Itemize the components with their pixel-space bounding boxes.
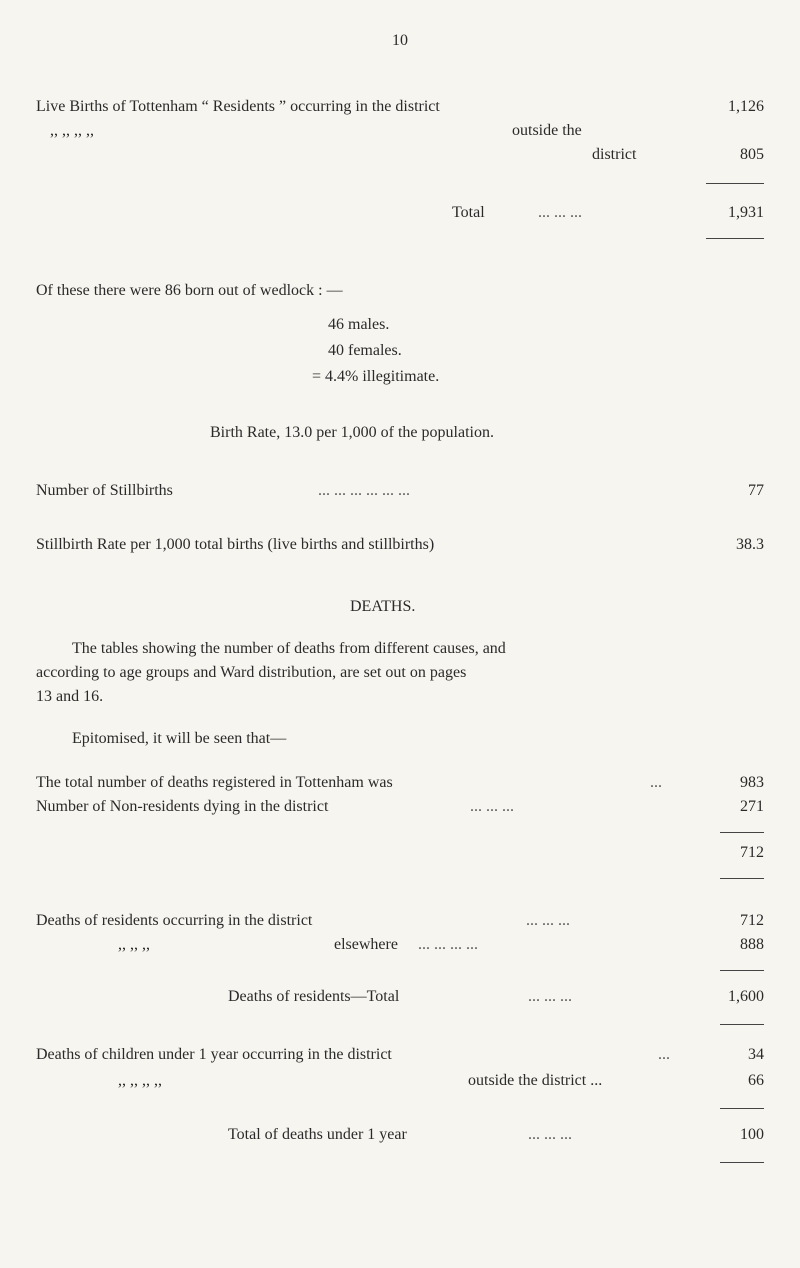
ditto-marks: ,, ,, ,, ,, bbox=[50, 122, 94, 139]
illegitimate-percentage: = 4.4% illegitimate. bbox=[312, 368, 440, 385]
total-rule bbox=[706, 238, 764, 239]
subtotal-rule bbox=[706, 183, 764, 184]
dot-leader: ... ... ... bbox=[470, 798, 514, 815]
subtotal-rule bbox=[720, 970, 764, 971]
dot-leader: ... ... ... bbox=[526, 912, 570, 929]
total-rule bbox=[720, 878, 764, 879]
resident-deaths-in-district-value: 712 bbox=[740, 912, 764, 929]
live-births-in-district-value: 1,126 bbox=[728, 98, 764, 115]
infant-deaths-total-value: 100 bbox=[740, 1126, 764, 1143]
dot-leader: ... bbox=[658, 1046, 670, 1063]
non-resident-deaths-value: 271 bbox=[740, 798, 764, 815]
dot-leader: ... ... ... ... ... ... bbox=[318, 482, 410, 499]
live-births-in-district-label: Live Births of Tottenham “ Residents ” occurring in the district bbox=[36, 98, 440, 115]
born-out-of-wedlock-intro: Of these there were 86 born out of wedlock : — bbox=[36, 282, 343, 299]
resident-deaths-in-district-label: Deaths of residents occurring in the district bbox=[36, 912, 313, 929]
deaths-paragraph-line: 13 and 16. bbox=[36, 688, 104, 705]
live-births-outside-label: outside the bbox=[512, 122, 582, 139]
ditto-marks: ,, ,, ,, ,, bbox=[118, 1072, 162, 1089]
stillbirths-value: 77 bbox=[748, 482, 764, 499]
page-number: 10 bbox=[392, 32, 408, 49]
dot-leader: ... ... ... bbox=[538, 204, 582, 221]
illegitimate-females: 40 females. bbox=[328, 342, 402, 359]
ditto-marks: ,, ,, ,, bbox=[118, 936, 150, 953]
total-deaths-registered-label: The total number of deaths registered in Tottenham was bbox=[36, 774, 393, 791]
resident-deaths-total-value: 1,600 bbox=[728, 988, 764, 1005]
stillbirth-rate-label: Stillbirth Rate per 1,000 total births (live births and stillbirths) bbox=[36, 536, 435, 553]
deaths-paragraph-line: The tables showing the number of deaths from different causes, and bbox=[72, 640, 506, 657]
total-rule bbox=[720, 1162, 764, 1163]
resident-deaths-elsewhere-label: elsewhere bbox=[334, 936, 398, 953]
dot-leader: ... ... ... bbox=[528, 988, 572, 1005]
resident-deaths-subtotal-value: 712 bbox=[740, 844, 764, 861]
births-total-value: 1,931 bbox=[728, 204, 764, 221]
resident-deaths-total-label: Deaths of residents—Total bbox=[228, 988, 400, 1005]
total-deaths-registered-value: 983 bbox=[740, 774, 764, 791]
birth-rate: Birth Rate, 13.0 per 1,000 of the population. bbox=[210, 424, 494, 441]
infant-deaths-outside-value: 66 bbox=[748, 1072, 764, 1089]
deaths-paragraph-line: according to age groups and Ward distribution, are set out on pages bbox=[36, 664, 467, 681]
total-rule bbox=[720, 1024, 764, 1025]
dot-leader: ... bbox=[650, 774, 662, 791]
infant-deaths-in-district-value: 34 bbox=[748, 1046, 764, 1063]
epitomised-intro: Epitomised, it will be seen that— bbox=[72, 730, 287, 747]
non-resident-deaths-label: Number of Non-residents dying in the district bbox=[36, 798, 329, 815]
stillbirths-label: Number of Stillbirths bbox=[36, 482, 173, 499]
infant-deaths-outside-label: outside the district ... bbox=[468, 1072, 603, 1089]
stillbirth-rate-value: 38.3 bbox=[736, 536, 764, 553]
live-births-outside-label-continued: district bbox=[592, 146, 637, 163]
births-total-label: Total bbox=[452, 204, 485, 221]
live-births-outside-value: 805 bbox=[740, 146, 764, 163]
illegitimate-males: 46 males. bbox=[328, 316, 390, 333]
resident-deaths-elsewhere-value: 888 bbox=[740, 936, 764, 953]
deaths-heading: DEATHS. bbox=[350, 598, 416, 615]
subtotal-rule bbox=[720, 832, 764, 833]
infant-deaths-in-district-label: Deaths of children under 1 year occurring in the district bbox=[36, 1046, 392, 1063]
infant-deaths-total-label: Total of deaths under 1 year bbox=[228, 1126, 407, 1143]
dot-leader: ... ... ... ... bbox=[418, 936, 478, 953]
subtotal-rule bbox=[720, 1108, 764, 1109]
dot-leader: ... ... ... bbox=[528, 1126, 572, 1143]
